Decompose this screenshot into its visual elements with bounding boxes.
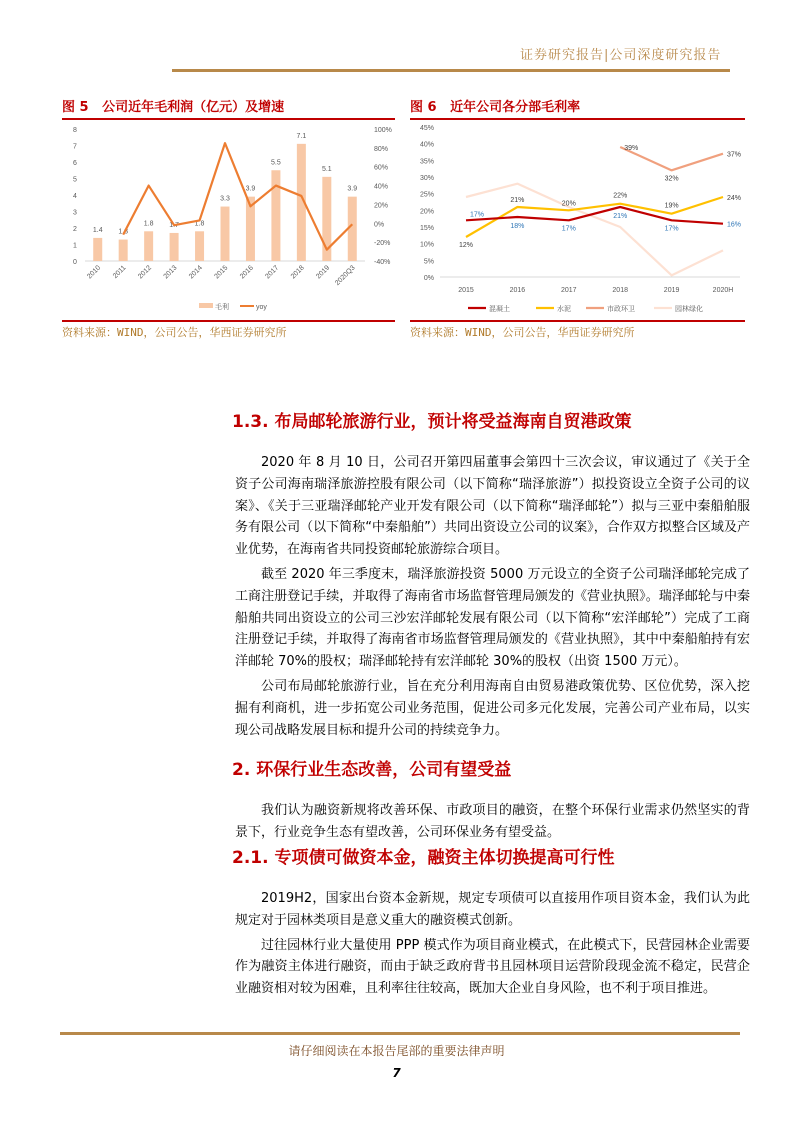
report-body [232, 411, 750, 1003]
bar-data-label: 1.3 [118, 228, 129, 236]
bar [221, 207, 230, 261]
footer-divider [60, 1032, 740, 1035]
legal-notice: 请仔细阅读在本报告尾部的重要法律声明 [288, 1044, 505, 1058]
y-tick-label: 2 [73, 226, 77, 233]
bar [144, 231, 153, 261]
x-tick-label: 2020Q3 [334, 264, 357, 288]
figure5-title [62, 96, 284, 115]
yoy-line [123, 143, 352, 250]
x-tick-label: 2019 [663, 287, 680, 294]
y2-tick-label: 20% [374, 202, 389, 210]
page-number: 7 [392, 1066, 401, 1080]
y-tick-label: 0 [73, 259, 77, 266]
data-label: 24% [727, 195, 742, 202]
legend-label: 园林绿化 [675, 306, 703, 313]
paragraph: 截至 2020 年三季度末，瑞泽旅游投资 5000 万元设立的全资子公司瑞泽邮轮完成了工商注册登记手续，并取得了海南省市场监督管理局颁发的《营业执照》。瑞泽邮轮与中秦船舶共同出资设立的公司三沙宏洋邮轮发展有限公司（以下简称“宏洋邮轮”）完成了工商注册登记手续，并取得了海南省市场监督管理局颁发的《营业执照》，其中中秦船舶持有宏洋邮轮 70%的股权；瑞泽邮轮持有宏洋邮轮 30%的股权（出资 1500 万元）。 [235, 566, 750, 670]
figure5-bottom-rule [62, 320, 395, 322]
data-label: 17% [664, 225, 679, 233]
paragraph: 我们认为融资新规将改善环保、市政项目的融资，在整个环保行业需求仍然坚实的背景下，行业竞争生态有望改善，公司环保业务有望受益。 [235, 803, 750, 841]
y-tick-label: 1 [73, 242, 77, 250]
bar [271, 170, 280, 261]
figure6-source: 资料来源：WIND，公司公告，华西证券研究所 [410, 326, 635, 339]
legend-label: 水泥 [557, 306, 571, 313]
x-tick-label: 2018 [612, 287, 628, 294]
header-divider [172, 69, 730, 72]
y-tick-label: 30% [419, 175, 434, 182]
data-label: 17% [470, 211, 485, 219]
figure6-chart [410, 122, 745, 318]
x-tick-label: 2019 [315, 264, 332, 281]
x-tick-label: 2017 [264, 264, 281, 281]
figure5-title-text: 公司近年毛利润（亿元）及增速 [102, 100, 285, 115]
bar-data-label: 5.5 [271, 159, 281, 167]
figure6-title [410, 96, 580, 115]
x-tick-label: 2017 [561, 287, 577, 294]
legend-swatch-bar [199, 303, 213, 308]
data-label: 21% [613, 213, 628, 220]
data-label: 32% [664, 175, 679, 183]
bar-data-label: 3.9 [347, 185, 358, 193]
y2-tick-label: 100% [374, 127, 392, 134]
y-tick-label: 6 [73, 160, 77, 167]
series-line [466, 184, 723, 276]
y-tick-label: 5% [423, 258, 434, 266]
y2-tick-label: 80% [374, 145, 389, 153]
data-label: 37% [727, 151, 742, 159]
bar-data-label: 1.8 [143, 220, 154, 228]
y-tick-label: 7 [73, 143, 77, 151]
bar-data-label: 1.7 [169, 221, 179, 229]
section-2-heading: 2. 环保行业生态改善，公司有望受益 [232, 760, 512, 781]
figure5-source: 资料来源：WIND，公司公告，华西证券研究所 [62, 326, 287, 339]
paragraph: 公司布局邮轮旅游行业，旨在充分利用海南自由贸易港政策优势、区位优势，深入挖掘有利商机，进一步拓宽公司业务范围，促进公司多元化发展，完善公司产业布局，以实现公司战略发展目标和提升公司的持续竞争力。 [235, 678, 750, 738]
data-label: 21% [510, 197, 525, 204]
x-tick-label: 2010 [86, 264, 103, 281]
bar-data-label: 1.8 [194, 220, 205, 228]
x-tick-label: 2018 [289, 264, 306, 281]
figure6-top-rule [410, 118, 745, 120]
figure5-chart [62, 122, 395, 318]
y-tick-label: 8 [73, 127, 77, 134]
y-tick-label: 3 [73, 209, 77, 217]
y2-tick-label: -20% [374, 240, 391, 248]
bar-data-label: 3.3 [220, 195, 230, 203]
x-tick-label: 2020H [712, 287, 734, 294]
paragraph: 2019H2，国家出台资本金新规，规定专项债可以直接用作项目资本金，我们认为此规定对于园林类项目是意义重大的融资模式创新。 [235, 890, 750, 928]
x-tick-label: 2012 [137, 264, 154, 281]
x-tick-label: 2011 [111, 264, 128, 281]
report-header-title: 证券研究报告|公司深度研究报告 [520, 48, 722, 63]
figure5-label: 图 5 [62, 100, 89, 115]
paragraph: 过往园林行业大量使用 PPP 模式作为项目商业模式，在此模式下，民营园林企业需要作为融资主体进行融资，而由于缺乏政府背书且园林项目运营阶段现金流不稳定，民营企业融资相对较为困难，且利率往往较高，既加大企业自身风险，也不利于项目推进。 [235, 937, 750, 997]
bar-data-label: 3.9 [245, 185, 256, 193]
bar [93, 238, 102, 261]
bar-data-label: 1.4 [92, 226, 103, 234]
figure6-bottom-rule [410, 320, 745, 322]
bar [170, 233, 179, 261]
y-tick-label: 4 [73, 193, 77, 200]
paragraph: 2020 年 8 月 10 日，公司召开第四届董事会第四十三次会议，审议通过了《关于全资子公司海南瑞泽旅游控股有限公司（以下简称“瑞泽旅游”）拟投资设立全资子公司的议案》、《关于三亚瑞泽邮轮产业开发有限公司（以下简称“瑞泽邮轮”）拟与三亚中秦船舶服务有限公司（以下简称“中秦船舶”）共同出资设立公司的议案》，合作双方拟整合区域及产业优势，在海南省共同投资邮轮旅游综合项目。 [235, 455, 750, 558]
y2-tick-label: -40% [374, 259, 391, 266]
data-label: 18% [510, 223, 525, 230]
data-label: 19% [664, 202, 679, 210]
legend-label: 混凝土 [489, 306, 510, 313]
figure6-label: 图 6 [410, 100, 437, 115]
y2-tick-label: 0% [374, 221, 385, 229]
legend-label: 市政环卫 [607, 306, 635, 313]
data-label: 39% [624, 145, 639, 152]
y-tick-label: 10% [419, 241, 434, 249]
x-tick-label: 2014 [187, 264, 204, 281]
y-tick-label: 20% [419, 208, 434, 216]
legend-label: 毛利 [215, 304, 229, 311]
bar-data-label: 5.1 [321, 165, 332, 173]
y-tick-label: 5 [73, 176, 77, 184]
bar-data-label: 7.1 [296, 132, 307, 140]
data-label: 20% [561, 200, 576, 208]
data-label: 22% [613, 192, 628, 200]
bar [119, 240, 128, 261]
figure6-title-text: 近年公司各分部毛利率 [450, 100, 581, 115]
section-1-3-heading: 1.3. 布局邮轮旅游行业，预计将受益海南自贸港政策 [232, 412, 632, 432]
x-tick-label: 2015 [458, 287, 474, 294]
y-tick-label: 25% [419, 191, 434, 199]
data-label: 17% [561, 225, 576, 233]
y-tick-label: 40% [419, 141, 434, 149]
legend-label: yoy [256, 304, 267, 311]
y-tick-label: 0% [423, 275, 434, 282]
data-label: 16% [727, 221, 742, 229]
figure5-top-rule [62, 118, 395, 120]
x-tick-label: 2013 [162, 264, 179, 281]
y-tick-label: 15% [419, 225, 434, 232]
y-tick-label: 45% [419, 125, 434, 132]
bar [195, 231, 204, 261]
data-label: 12% [458, 242, 474, 249]
y2-tick-label: 40% [374, 183, 389, 191]
x-tick-label: 2016 [509, 287, 526, 294]
y-tick-label: 35% [419, 158, 434, 166]
section-2-1-heading: 2.1. 专项债可做资本金，融资主体切换提高可行性 [232, 847, 615, 868]
y2-tick-label: 60% [374, 164, 389, 172]
x-tick-label: 2016 [238, 264, 255, 281]
x-tick-label: 2015 [213, 264, 230, 281]
